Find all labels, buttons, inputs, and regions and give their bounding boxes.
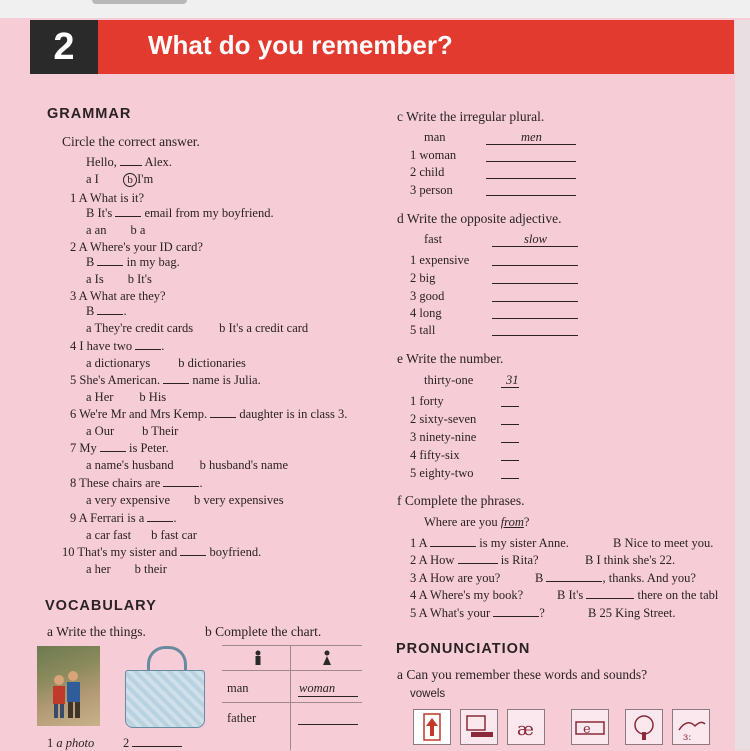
- option-a[interactable]: a They're credit cards: [86, 321, 194, 335]
- f-item-1-reply: B Nice to meet you.: [613, 536, 714, 550]
- answer-blank[interactable]: [180, 555, 206, 556]
- grammar-options: [86, 424, 178, 439]
- family-photo-image: [37, 646, 100, 726]
- up-arrow-icon: [414, 710, 450, 744]
- grammar-options: [86, 356, 246, 371]
- d-example-answer: slow: [524, 232, 547, 246]
- grammar-question: 2 A Where's your ID card?: [70, 240, 203, 254]
- f-example: Where are you from?: [424, 515, 530, 529]
- grammar-options: [86, 321, 308, 336]
- svg-text:æ: æ: [517, 719, 534, 740]
- grammar-question: 4 I have two .: [70, 339, 165, 353]
- f-item-3-reply: B , thanks. And you?: [535, 571, 696, 585]
- example-q-post: Alex.: [144, 155, 172, 169]
- answer-line[interactable]: [298, 724, 358, 725]
- answer-line[interactable]: [501, 460, 519, 461]
- answer-line[interactable]: [486, 178, 576, 179]
- answer-blank[interactable]: [546, 581, 602, 582]
- e-item: 5 eighty-two: [410, 466, 474, 480]
- chart-line: [222, 670, 362, 671]
- top-tab: [92, 0, 187, 4]
- people-illustration: [37, 646, 100, 726]
- e-item: 3 ninety-nine: [410, 430, 477, 444]
- grammar-question: 6 We're Mr and Mrs Kemp. daughter is in class 3.: [70, 407, 348, 421]
- answer-line: [298, 696, 358, 697]
- d-item: 2 big: [410, 271, 436, 285]
- grammar-question: 5 She's American. name is Julia.: [70, 373, 261, 387]
- answer-blank[interactable]: [100, 451, 126, 452]
- sound-picture-box[interactable]: [507, 709, 545, 745]
- answer-line: [492, 246, 578, 247]
- grammar-example-options: [86, 172, 153, 187]
- c-item: 3 person: [410, 183, 453, 197]
- train-icon: [572, 710, 608, 744]
- sound-picture-box[interactable]: [413, 709, 451, 745]
- answer-blank[interactable]: [163, 486, 199, 487]
- sound-picture-box[interactable]: [571, 709, 609, 745]
- e-example-word: thirty-one: [424, 373, 474, 387]
- grammar-question: 9 A Ferrari is a .: [70, 511, 177, 525]
- d-example-word: fast: [424, 232, 443, 246]
- option-b[interactable]: b a: [130, 223, 146, 237]
- chart-line: [222, 702, 362, 703]
- svg-text:ɜː: ɜː: [683, 732, 692, 743]
- example-q-pre: Hello,: [86, 155, 117, 169]
- chart-cell-right[interactable]: woman: [299, 681, 336, 695]
- answer-blank[interactable]: [97, 265, 123, 266]
- answer-blank[interactable]: [163, 383, 189, 384]
- grammar-question: 3 A What are they?: [70, 289, 166, 303]
- answer-line[interactable]: [501, 442, 519, 443]
- sound-picture-box[interactable]: [625, 709, 663, 745]
- chart-line: [222, 645, 362, 646]
- f-item-5-reply: B 25 King Street.: [588, 606, 676, 620]
- option-b[interactable]: b husband's name: [199, 458, 289, 472]
- cat-icon: [508, 710, 544, 744]
- chart-cell-left: father: [227, 711, 257, 725]
- e-item: 2 sixty-seven: [410, 412, 477, 426]
- sound-picture-box[interactable]: [460, 709, 498, 745]
- answer-line[interactable]: [492, 318, 578, 319]
- grammar-question: 7 My is Peter.: [70, 441, 169, 455]
- grammar-question: B in my bag.: [86, 255, 180, 269]
- answer-line[interactable]: [492, 283, 578, 284]
- computer-icon: [461, 710, 497, 744]
- option-b[interactable]: b His: [139, 390, 167, 404]
- item-number: 2: [123, 736, 130, 750]
- answer-blank[interactable]: [430, 546, 476, 547]
- vowels-subhead: vowels: [410, 688, 446, 700]
- section-c-title: c Write the irregular plural.: [397, 109, 545, 124]
- answer-blank[interactable]: [210, 417, 236, 418]
- answer-line[interactable]: [486, 161, 576, 162]
- option-a[interactable]: a name's husband: [86, 458, 174, 472]
- option-a[interactable]: a an: [86, 223, 107, 237]
- chart-cell-left: man: [227, 681, 249, 695]
- section-d-title: d Write the opposite adjective.: [397, 211, 562, 226]
- grammar-instruction: Circle the correct answer.: [62, 134, 200, 149]
- answer-blank[interactable]: [97, 314, 123, 315]
- pron-a-title: a Can you remember these words and sounds?: [397, 667, 648, 682]
- grammar-example-question: [86, 155, 172, 170]
- grammar-options: [86, 562, 167, 577]
- answer-line[interactable]: [492, 335, 578, 336]
- f-item-3: 3 A How are you?: [410, 571, 501, 585]
- grammar-options: [86, 493, 284, 508]
- d-item: 5 tall: [410, 323, 436, 337]
- answer-line[interactable]: [501, 478, 519, 479]
- grammar-question: 1 A What is it?: [70, 191, 145, 205]
- answer-line: [501, 387, 519, 388]
- f-item-2-reply: B I think she's 22.: [585, 553, 676, 567]
- option-a[interactable]: a Is: [86, 272, 104, 286]
- grammar-question: 10 That's my sister and boyfriend.: [62, 545, 262, 559]
- grammar-options: [86, 458, 288, 473]
- unit-number: 2: [30, 20, 98, 74]
- grammar-options: [86, 390, 166, 405]
- answer-line[interactable]: [501, 424, 519, 425]
- grammar-options: [86, 223, 145, 238]
- vocab-a-item-1: [47, 736, 94, 751]
- option-b[interactable]: b their: [134, 562, 167, 576]
- vocab-a-item-2: [123, 736, 182, 751]
- option-b[interactable]: b fast car: [151, 528, 197, 542]
- grammar-question: B .: [86, 304, 127, 318]
- f-item-4-reply: B It's there on the tabl: [557, 588, 719, 602]
- grammar-question: B It's email from my boyfriend.: [86, 206, 274, 220]
- answer-blank[interactable]: [493, 616, 539, 617]
- section-f-title: f Complete the phrases.: [397, 493, 525, 508]
- e-item: 4 fifty-six: [410, 448, 460, 462]
- male-icon: [253, 650, 263, 666]
- answer-blank[interactable]: [120, 165, 142, 166]
- svg-text:e: e: [583, 722, 591, 737]
- circled-option-b[interactable]: b: [123, 173, 137, 187]
- vocab-a-title: a Write the things.: [47, 624, 146, 639]
- f-item-5: 5 A What's your ?: [410, 606, 545, 620]
- e-item: 1 forty: [410, 394, 444, 408]
- d-item: 4 long: [410, 306, 442, 320]
- grammar-options: [86, 272, 152, 287]
- example-option-a[interactable]: a I: [86, 172, 99, 186]
- answer-blank[interactable]: [132, 746, 182, 747]
- answer-line[interactable]: [486, 195, 576, 196]
- option-a[interactable]: a dictionarys: [86, 356, 151, 370]
- top-bar: [0, 0, 750, 18]
- example-option-b[interactable]: I'm: [137, 172, 154, 186]
- f-item-2: 2 A How is Rita?: [410, 553, 539, 567]
- option-b[interactable]: b very expensives: [194, 493, 284, 507]
- c-example-answer: men: [521, 130, 542, 144]
- f-item-1: 1 A is my sister Anne.: [410, 536, 569, 550]
- sound-picture-box[interactable]: [672, 709, 710, 745]
- vocabulary-heading: VOCABULARY: [45, 598, 157, 614]
- answer-blank[interactable]: [458, 563, 498, 564]
- answer-line[interactable]: [501, 406, 519, 407]
- option-a[interactable]: a very expensive: [86, 493, 170, 507]
- f-example-answer: from: [500, 515, 524, 529]
- answer-blank[interactable]: [135, 349, 161, 350]
- option-a[interactable]: a her: [86, 562, 111, 576]
- answer-line: [486, 144, 576, 145]
- answer-line[interactable]: [492, 301, 578, 302]
- option-b[interactable]: b dictionaries: [178, 356, 246, 370]
- d-item: 1 expensive: [410, 253, 470, 267]
- section-e-title: e Write the number.: [397, 351, 504, 366]
- option-b[interactable]: b Their: [142, 424, 179, 438]
- bag-image: [125, 670, 205, 728]
- e-example-answer: 31: [506, 373, 519, 387]
- option-b[interactable]: b It's: [127, 272, 152, 286]
- grammar-heading: GRAMMAR: [47, 106, 132, 122]
- option-a[interactable]: a car fast: [86, 528, 132, 542]
- vocab-b-title: b Complete the chart.: [205, 624, 322, 639]
- grammar-question: 8 These chairs are .: [70, 476, 203, 490]
- answer-blank[interactable]: [586, 598, 634, 599]
- c-item: 2 child: [410, 165, 445, 179]
- c-item: 1 woman: [410, 148, 457, 162]
- item-number: 1: [47, 736, 54, 750]
- option-b[interactable]: b It's a credit card: [219, 321, 309, 335]
- pronunciation-heading: PRONUNCIATION: [396, 641, 531, 657]
- page-title: What do you remember?: [148, 30, 453, 60]
- chart-divider: [290, 645, 291, 750]
- female-icon: [322, 650, 332, 666]
- option-a[interactable]: a Her: [86, 390, 114, 404]
- answer-blank[interactable]: [115, 216, 141, 217]
- item-answer[interactable]: a photo: [56, 736, 95, 750]
- answer-line[interactable]: [492, 265, 578, 266]
- option-a[interactable]: a Our: [86, 424, 115, 438]
- page-edge: [735, 20, 750, 750]
- answer-blank[interactable]: [147, 521, 173, 522]
- grammar-options: [86, 528, 197, 543]
- f-item-4: 4 A Where's my book?: [410, 588, 524, 602]
- c-example-word: man: [424, 130, 446, 144]
- bird-icon: [673, 710, 709, 744]
- tree-icon: [626, 710, 662, 744]
- d-item: 3 good: [410, 289, 445, 303]
